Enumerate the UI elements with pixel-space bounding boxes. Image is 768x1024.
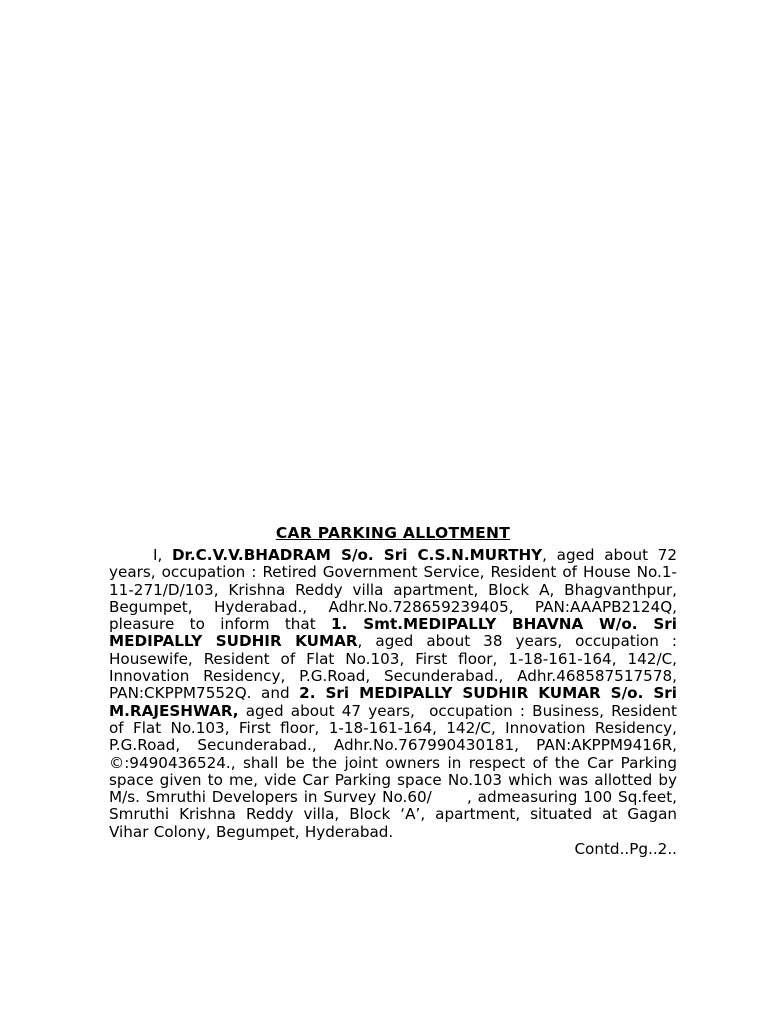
second-owner-name: 2. Sri MEDIPALLY SUDHIR KUMAR S/o. Sri M.RAJESHWAR, <box>109 684 677 720</box>
paragraph-text-intro: I, <box>153 546 172 564</box>
first-owner-details: , aged about 38 years, occupation : Housewife, Resident of Flat No.103, First floor, 1-18-161-164, 142/C, Innovation Residency, P.G.Road, Secunderabad., Adhr.468587517578, PAN:CKPPM7552Q. and <box>109 632 677 703</box>
document-content <box>109 523 677 858</box>
declarant-details: , aged about 72 years, occupation : Retired Government Service, Resident of House No.1-11-271/D/103, Krishna Reddy villa apartment, Block A, Bhagvanthpur, Begumpet, Hyderabad., Adhr.No.728659239405, PAN:AAAPB2124Q, pleasure to inform that <box>109 546 677 634</box>
second-owner-details: aged about 47 years, occupation : Business, Resident of Flat No.103, First floor, 1-18-161-164, 142/C, Innovation Residency, P.G.Road, Secunderabad., Adhr.No.767990430181, PAN:AKPPM9416R, ©:9490436524., shall be the joint owners in respect of the Car Parking space given to me, vide Car Parking space No.103 which was allotted by M/s. Smruthi Developers in Survey No.60/ , admeasuring 100 Sq.feet, Smruthi Krishna Reddy villa, Block ‘A’, apartment, situated at Gagan Vihar Colony, Begumpet, Hyderabad. <box>109 701 677 841</box>
document-title: CAR PARKING ALLOTMENT <box>275 524 511 542</box>
declarant-name: Dr.C.V.V.BHADRAM S/o. Sri C.S.N.MURTHY <box>171 546 543 564</box>
allotment-paragraph <box>109 547 677 841</box>
continuation-note: Contd..Pg..2.. <box>574 840 677 859</box>
first-owner-name: 1. Smt.MEDIPALLY BHAVNA W/o. Sri MEDIPALLY SUDHIR KUMAR <box>109 615 677 651</box>
